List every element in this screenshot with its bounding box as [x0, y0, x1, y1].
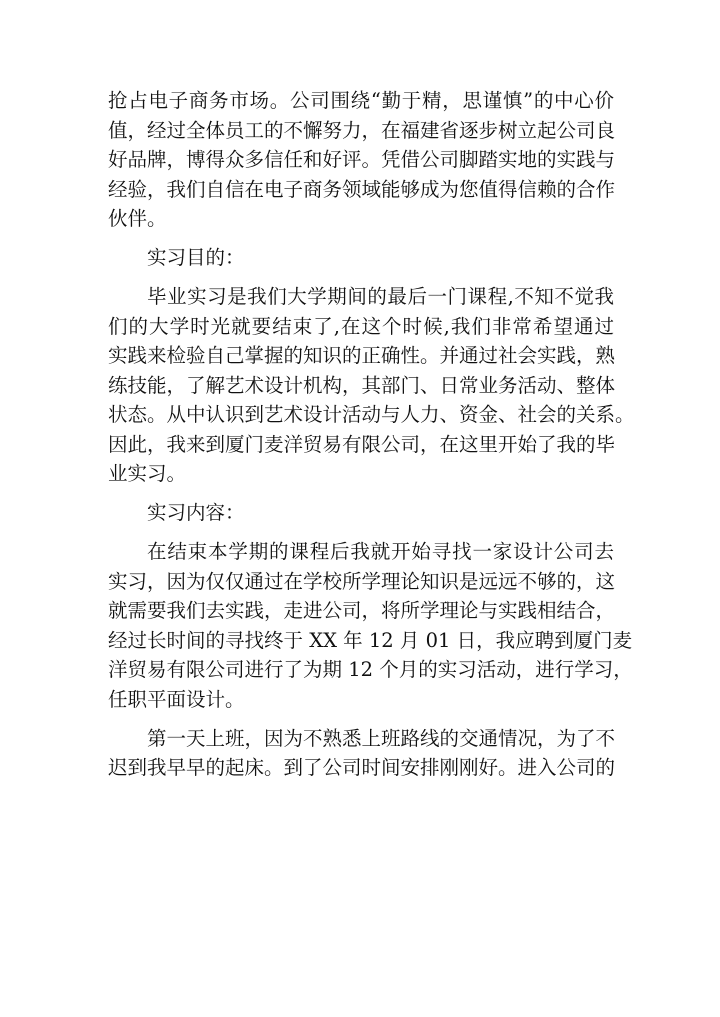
text-line: 们的大学时光就要结束了,在这个时候,我们非常希望通过 [108, 314, 614, 338]
text-line: 毕业实习是我们大学期间的最后一门课程,不知不觉我 [147, 285, 614, 308]
paragraph-internship-purpose [108, 282, 635, 489]
paragraph-company-intro [108, 86, 614, 234]
text-line: 业实习。 [108, 462, 187, 485]
text-line: 实践来检验自己掌握的知识的正确性。并通过社会实践，熟 [108, 344, 616, 367]
text-line: 经验，我们自信在电子商务领域能够成为您值得信赖的合作 [108, 177, 616, 201]
text-line: 好品牌，博得众多信任和好评。凭借公司脚踏实地的实践与 [108, 148, 616, 171]
section-heading: 实习内容： [147, 501, 245, 524]
text-line: 经过长时间的寻找终于 XX 年 12 月 01 日，我应聘到厦门麦 [108, 628, 633, 652]
heading-internship-content [108, 498, 614, 528]
text-line: 就需要我们去实践，走进公司，将所学理论与实践相结合， [108, 599, 616, 622]
text-line: 值，经过全体员工的不懈努力，在福建省逐步树立起公司良 [108, 118, 616, 142]
document-body [108, 86, 635, 792]
text-line: 伙伴。 [108, 207, 167, 230]
text-line: 在结束本学期的课程后我就开始寻找一家设计公司去 [147, 540, 614, 563]
text-line: 第一天上班，因为不熟悉上班路线的交通情况，为了不 [147, 726, 616, 750]
text-line: 因此，我来到厦门麦洋贸易有限公司，在这里开始了我的毕 [108, 432, 616, 456]
text-line: 洋贸易有限公司进行了为期 12 个月的实习活动，进行学习， [108, 658, 633, 681]
text-line: 状态。从中认识到艺术设计活动与人力、资金、社会的关系。 [108, 403, 635, 426]
text-line: 任职平面设计。 [108, 687, 245, 711]
heading-internship-purpose [108, 243, 614, 273]
text-line: 抢占电子商务市场。公司围绕“勤于精，思谨慎”的中心价 [108, 89, 614, 112]
paragraph-first-day [108, 724, 614, 783]
section-heading: 实习目的： [147, 246, 245, 269]
paragraph-internship-content [108, 537, 633, 714]
text-line: 迟到我早早的起床。到了公司时间安排刚刚好。进入公司的 [108, 756, 616, 779]
text-line: 实习，因为仅仅通过在学校所学理论知识是远远不够的，这 [108, 569, 616, 593]
text-line: 练技能，了解艺术设计机构，其部门、日常业务活动、整体 [108, 373, 616, 397]
